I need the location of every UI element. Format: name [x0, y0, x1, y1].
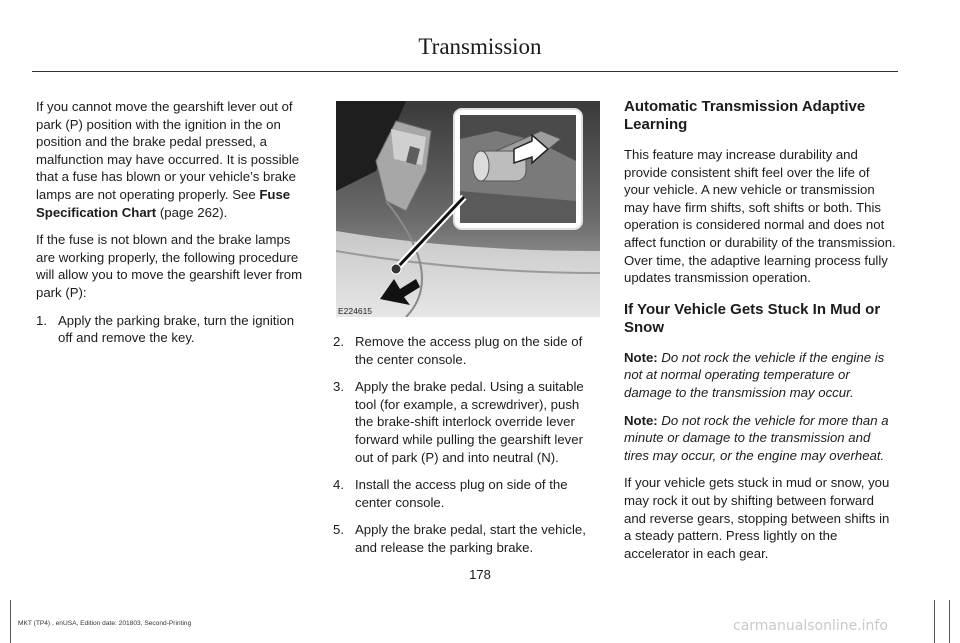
- step-number: 4.: [333, 477, 344, 493]
- console-illustration-graphic: [336, 101, 600, 317]
- section-heading: Automatic Transmission Adaptive Learning: [624, 98, 866, 133]
- step-number: 1.: [36, 312, 47, 328]
- column-middle: [333, 333, 601, 567]
- page-number: 178: [469, 567, 491, 582]
- adaptive-learning-paragraph: This feature may increase durability and provide consistent shift feel over the life of your vehicle. A new vehicle or transmission may have firm shifts, soft shifts or both. This operation is considered normal and does not affect function or durability of the transmission. Over time, the adaptive learning process fully updates transmission operation.: [624, 147, 896, 286]
- note-text: Do not rock the vehicle for more than a minute or damage to the transmission and tires may occur, or the engine may overheat.: [624, 412, 889, 463]
- step-text: Install the access plug on side of the center console.: [355, 477, 568, 510]
- step-number: 2.: [333, 334, 344, 349]
- step-item: [36, 312, 308, 347]
- header-divider: [32, 71, 898, 72]
- note-text: Do not rock the vehicle if the engine is not at normal operating temperature or damage to the transmission may occur.: [624, 349, 885, 400]
- stuck-vehicle-paragraph: If your vehicle gets stuck in mud or snow, you may rock it out by shifting between forward and reverse gears, stopping between shifts in a steady pattern. Press lightly on the accelerator in each gear.: [624, 475, 890, 561]
- step-text: Apply the brake pedal, start the vehicle, and release the parking brake.: [355, 522, 586, 555]
- page-header-title: Transmission: [418, 34, 542, 59]
- step-item: [333, 333, 601, 368]
- crop-mark: [934, 600, 935, 643]
- step-text: Apply the brake pedal. Using a suitable tool (for example, a screwdriver), push the brake-shift interlock override lever forward while pulling the gearshift lever out of park (P) and into neutral (N).: [355, 379, 584, 465]
- note-paragraph: [624, 412, 896, 465]
- step-text: Remove the access plug on the side of the center console.: [355, 334, 583, 367]
- step-item: [333, 378, 601, 466]
- fuse-ok-paragraph: If the fuse is not blown and the brake lamps are working properly, the following procedure will allow you to move the gearshift lever from park (P):: [36, 232, 303, 300]
- note-paragraph: [624, 349, 896, 402]
- fuse-chart-reference[interactable]: Fuse Specification Chart: [36, 186, 291, 220]
- crop-mark: [10, 600, 11, 643]
- console-illustration: [336, 101, 600, 317]
- step-number: 3.: [333, 379, 344, 395]
- figure-code: E224615: [338, 306, 373, 316]
- page-reference: (page 262).: [156, 204, 228, 220]
- crop-mark: [949, 600, 950, 643]
- watermark: carmanualsonline.info: [733, 618, 888, 634]
- step-number: 5.: [333, 522, 344, 538]
- intro-text: If you cannot move the gearshift lever out of park (P) position with the ignition in the on position and the brake pedal pressed, a malfunction may have occurred. It is possible that a fuse has blown or your vehicle’s brake lamps are not operating properly. See: [36, 99, 300, 202]
- step-item: [333, 476, 601, 511]
- step-item: [333, 521, 601, 556]
- intro-paragraph: [36, 98, 308, 221]
- column-right: [624, 98, 896, 572]
- note-label: Note:: [624, 349, 658, 365]
- column-left: [36, 98, 308, 357]
- edition-footer: MKT (TP4) , enUSA, Edition date: 201803, Second-Printing: [18, 620, 192, 627]
- step-text: Apply the parking brake, turn the ignition off and remove the key.: [58, 312, 295, 346]
- note-label: Note:: [624, 412, 658, 428]
- section-heading: If Your Vehicle Gets Stuck In Mud or Snow: [624, 300, 881, 336]
